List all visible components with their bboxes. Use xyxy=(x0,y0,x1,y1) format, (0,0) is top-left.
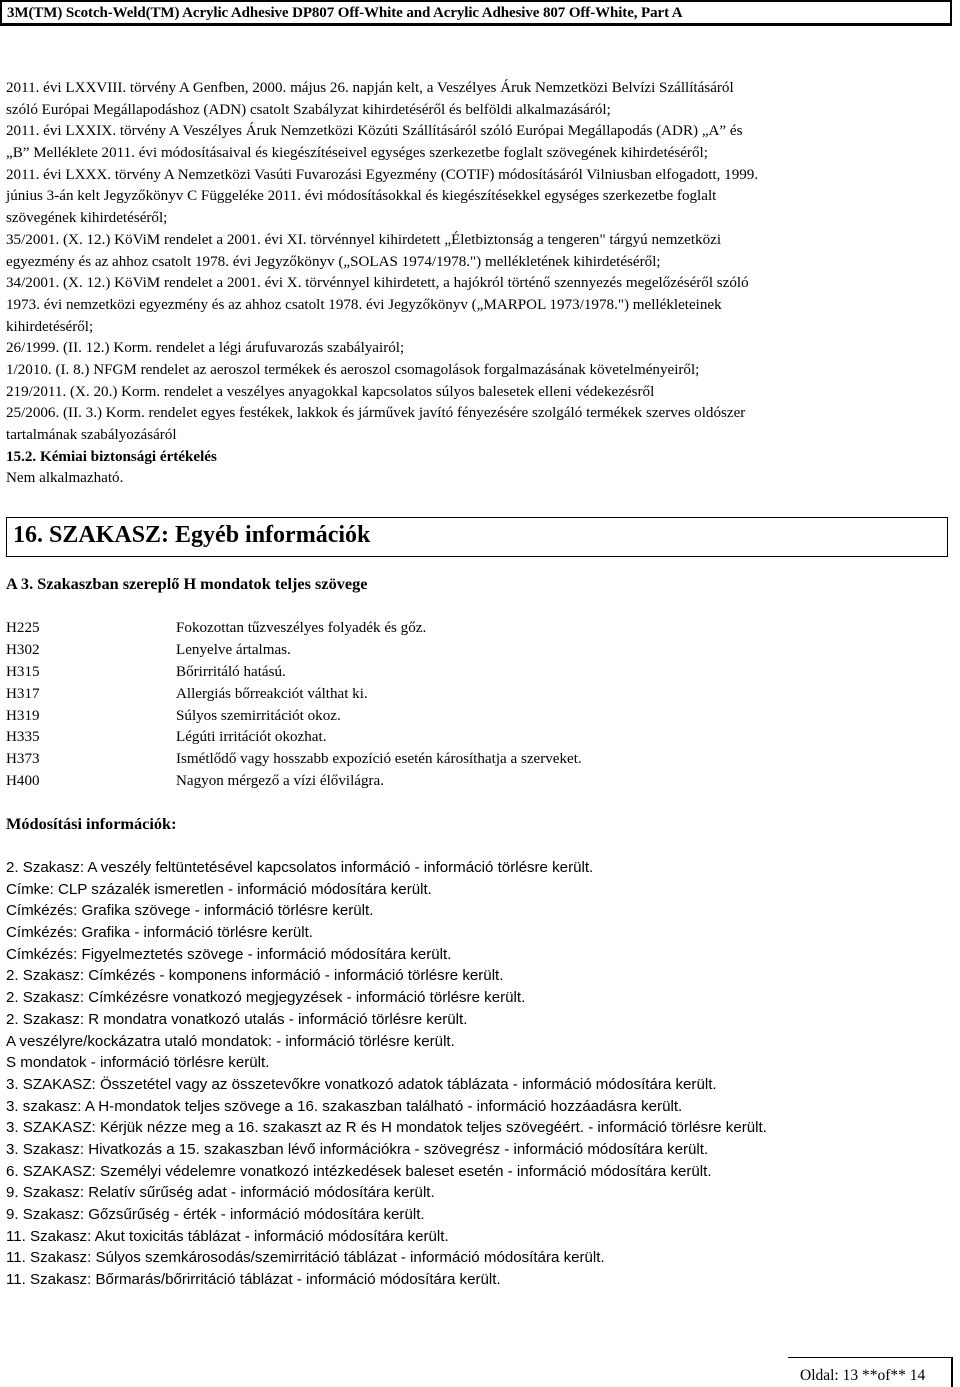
regulation-line: 1/2010. (I. 8.) NFGM rendelet az aeroszol termékek és aeroszol csomagolások forgalmazásának követelményeiről; xyxy=(6,361,700,378)
h-statement-row xyxy=(6,618,906,640)
modification-line: 9. Szakasz: Gőzsűrűség - érték - információ módosítára került. xyxy=(6,1206,425,1223)
regulation-line: szövegének kihirdetéséről; xyxy=(6,210,168,227)
h-text: Ismétlődő vagy hosszabb expozíció esetén károsíthatja a szerveket. xyxy=(176,751,582,768)
h-code: H225 xyxy=(6,620,40,636)
regulation-line: egyezmény és az ahhoz csatolt 1978. évi Jegyzőkönyv („SOLAS 1974/1978.") mellékletének kihirdetéséről; xyxy=(6,253,661,270)
h-text: Légúti irritációt okozhat. xyxy=(176,729,327,746)
modification-line: A veszélyre/kockázatra utaló mondatok: - információ törlésre került. xyxy=(6,1032,455,1050)
h-code: H319 xyxy=(6,707,40,724)
h-text: Bőrirritáló hatású. xyxy=(176,663,286,680)
modification-line: 3. SZAKASZ: Kérjük nézze meg a 16. szakaszt az R és H mondatok teljes szövegéért. - információ törlésre került. xyxy=(6,1119,767,1137)
h-statement-row xyxy=(6,749,906,771)
regulation-line: 26/1999. (II. 12.) Korm. rendelet a légi árufuvarozás szabályairól; xyxy=(6,340,405,357)
regulation-line: 2011. évi LXXX. törvény A Nemzetközi Vasúti Fuvarozási Egyezmény (COTIF) módosításáról Vilniusban elfogadott, 1999. xyxy=(6,166,759,183)
modification-line: 3. szakasz: A H-mondatok teljes szövege a 16. szakaszban található - információ hozzáadásra került. xyxy=(6,1097,683,1115)
document-title: 3M(TM) Scotch-Weld(TM) Acrylic Adhesive DP807 Off-White and Acrylic Adhesive 807 Off-White, Part A xyxy=(7,5,683,21)
modification-line: 3. SZAKASZ: Összetétel vagy az összetevőkre vonatkozó adatok táblázata - információ módosítára került. xyxy=(6,1075,717,1093)
h-code: H400 xyxy=(6,773,40,790)
modification-line: 11. Szakasz: Akut toxicitás táblázat - információ módosítára került. xyxy=(6,1227,449,1245)
h-statements-table xyxy=(6,618,906,793)
regulation-line: 1973. évi nemzetközi egyezmény és az ahhoz csatolt 1978. évi Jegyzőkönyv („MARPOL 1973/1978.") mellékleteinek xyxy=(6,296,722,313)
modification-line: Címkézés: Grafika szövege - információ törlésre került. xyxy=(6,902,374,920)
regulation-line: „B” Melléklete 2011. évi módosításaival és kiegészítéseivel egységes szerkezetbe foglalt szövegének kihirdetéséről; xyxy=(6,145,708,162)
h-statements-heading: A 3. Szakaszban szereplő H mondatok teljes szövege xyxy=(6,574,368,593)
modification-line: 9. Szakasz: Relatív sűrűség adat - információ módosítára került. xyxy=(6,1184,435,1202)
regulation-line: 219/2011. (X. 20.) Korm. rendelet a veszélyes anyagokkal kapcsolatos súlyos balesetek elleni védekezésről xyxy=(6,383,655,400)
modifications-heading: Módosítási információk: xyxy=(6,814,177,833)
modification-line: Címke: CLP százalék ismeretlen - információ módosítára került. xyxy=(6,880,432,898)
regulation-line: szóló Európai Megállapodáshoz (ADN) csatolt Szabályzat kihirdetéséről és belföldi alkalmazásáról; xyxy=(6,101,611,118)
chem-safety-text: Nem alkalmazható. xyxy=(6,470,124,487)
regulation-line: 25/2006. (II. 3.) Korm. rendelet egyes festékek, lakkok és járművek javító fényezésére szolgáló termékek szerves oldószer xyxy=(6,405,746,422)
h-statement-row xyxy=(6,771,906,793)
modification-line: Címkézés: Grafika - információ törlésre került. xyxy=(6,924,313,942)
h-statement-row xyxy=(6,727,906,749)
h-statement-row xyxy=(6,684,906,706)
modification-line: 6. SZAKASZ: Személyi védelemre vonatkozó intézkedések baleset esetén - információ módosítára került. xyxy=(6,1162,712,1180)
h-statement-row xyxy=(6,662,906,684)
regulations-list xyxy=(6,78,951,490)
regulation-line: 2011. évi LXXVIII. törvény A Genfben, 2000. május 26. napján kelt, a Veszélyes Áruk Nemzetközi Belvízi Szállításáról xyxy=(6,80,734,96)
h-code: H302 xyxy=(6,641,40,658)
document-header xyxy=(0,0,952,26)
modification-line: 2. Szakasz: Címkézésre vonatkozó megjegyzések - információ törlésre került. xyxy=(6,989,526,1007)
modification-line: 2. Szakasz: R mondatra vonatkozó utalás - információ törlésre került. xyxy=(6,1010,468,1028)
modification-line: 3. Szakasz: Hivatkozás a 15. szakaszban lévő információkra - szövegrész - információ módosítára került. xyxy=(6,1140,709,1158)
h-code: H317 xyxy=(6,685,40,702)
h-statement-row xyxy=(6,640,906,662)
h-text: Fokozottan tűzveszélyes folyadék és gőz. xyxy=(176,620,427,636)
page-number: Oldal: 13 **of** 14 xyxy=(800,1367,926,1384)
modification-line: 2. Szakasz: Címkézés - komponens információ - információ törlésre került. xyxy=(6,967,504,985)
regulation-line: kihirdetéséről; xyxy=(6,318,94,335)
h-statement-row xyxy=(6,706,906,728)
h-code: H315 xyxy=(6,663,40,680)
modifications-list xyxy=(6,857,951,1291)
footer-rule xyxy=(788,1357,952,1358)
modification-line: 11. Szakasz: Súlyos szemkárosodás/szemirritáció táblázat - információ módosítára került. xyxy=(6,1249,605,1267)
h-text: Nagyon mérgező a vízi élővilágra. xyxy=(176,773,385,790)
chem-safety-heading: 15.2. Kémiai biztonsági értékelés xyxy=(6,448,217,465)
section-16-box xyxy=(6,517,948,557)
h-text: Súlyos szemirritációt okoz. xyxy=(176,707,341,724)
modification-line: 11. Szakasz: Bőrmarás/bőrirritáció táblázat - információ módosítára került. xyxy=(6,1271,501,1289)
footer-rule-vertical xyxy=(951,1357,953,1387)
modification-line: Címkézés: Figyelmeztetés szövege - információ módosítára került. xyxy=(6,945,452,963)
regulation-line: június 3-án kelt Jegyzőkönyv C Függeléke 2011. évi módosításokkal és kiegészítésekkel egységes szerkezetbe foglalt xyxy=(6,188,717,205)
h-code: H373 xyxy=(6,751,40,768)
section-16-title: 16. SZAKASZ: Egyéb információk xyxy=(13,522,371,548)
regulation-line: 2011. évi LXXIX. törvény A Veszélyes Áruk Nemzetközi Közúti Szállításáról szóló Európai Megállapodás (ADR) „A” és xyxy=(6,123,743,140)
h-text: Lenyelve ártalmas. xyxy=(176,641,291,658)
regulation-line: 34/2001. (X. 12.) KöViM rendelet a 2001. évi X. törvénnyel kihirdetett, a hajókról történő szennyezés megelőzéséről szóló xyxy=(6,275,749,292)
modification-line: S mondatok - információ törlésre került. xyxy=(6,1054,270,1072)
regulation-line: tartalmának szabályozásáról xyxy=(6,427,177,443)
h-code: H335 xyxy=(6,729,40,746)
modification-line: 2. Szakasz: A veszély feltüntetésével kapcsolatos információ - információ törlésre került. xyxy=(6,859,594,876)
regulation-line: 35/2001. (X. 12.) KöViM rendelet a 2001. évi XI. törvénnyel kihirdetett „Életbiztonság a tengeren" tárgyú nemzetközi xyxy=(6,231,722,248)
h-text: Allergiás bőrreakciót válthat ki. xyxy=(176,685,368,702)
